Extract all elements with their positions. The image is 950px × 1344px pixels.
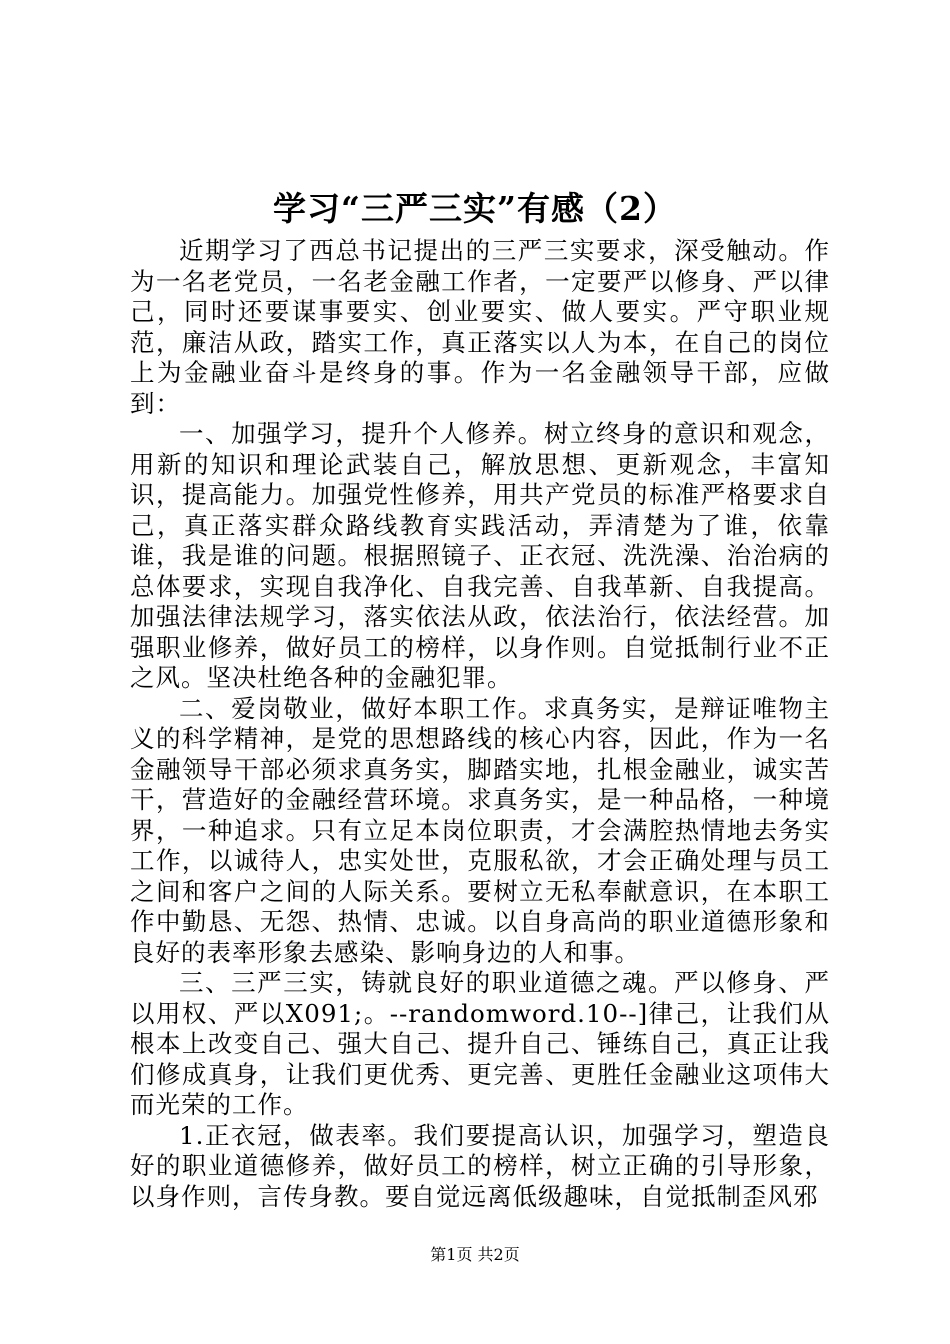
page-number: 第1页 共2页 (430, 1245, 520, 1264)
paragraph-section-2: 二、爱岗敬业，做好本职工作。求真务实，是辩证唯物主义的科学精神，是党的思想路线的核心内容，因此，作为一名金融领导干部必须求真务实，脚踏实地，扎根金融业，诚实苦干，营造好的金融经营环境。求真务实，是一种品格，一种境界，一种追求。只有立足本岗位职责，才会满腔热情地去务实工作，以诚待人，忠实处世，克服私欲，才会正确处理与员工之间和客户之间的人际关系。要树立无私奉献意识，在本职工作中勤恳、无怨、热情、忠诚。以自身高尚的职业道德形象和良好的表率形象去感染、影响身边的人和事。 (130, 693, 830, 967)
document-body (130, 236, 830, 1212)
paragraph-section-1: 一、加强学习，提升个人修养。树立终身的意识和观念，用新的知识和理论武装自己，解放思想、更新观念，丰富知识，提高能力。加强党性修养，用共产党员的标准严格要求自己，真正落实群众路线教育实践活动，弄清楚为了谁，依靠谁，我是谁的问题。根据照镜子、正衣冠、洗洗澡、治治病的总体要求，实现自我净化、自我完善、自我革新、自我提高。加强法律法规学习，落实依法从政，依法治行，依法经营。加强职业修养，做好员工的榜样，以身作则。自觉抵制行业不正之风。坚决杜绝各种的金融犯罪。 (130, 419, 830, 692)
paragraph-intro: 近期学习了西总书记提出的三严三实要求，深受触动。作为一名老党员，一名老金融工作者，一定要严以修身、严以律己，同时还要谋事要实、创业要实、做人要实。严守职业规范，廉洁从政，踏实工作，真正落实以人为本，在自己的岗位上为金融业奋斗是终身的事。作为一名金融领导干部，应做到： (130, 236, 830, 418)
paragraph-section-3: 三、三严三实，铸就良好的职业道德之魂。严以修身、严以用权、严以X091;。--randomword.10--]律己，让我们从根本上改变自己、强大自己、提升自己、锤练自己，真正让我们修成真身，让我们更优秀、更完善、更胜任金融业这项伟大而光荣的工作。 (130, 968, 830, 1119)
document-title: 学习“三严三实”有感（2） (273, 189, 677, 228)
paragraph-item-1: 1.正衣冠，做表率。我们要提高认识，加强学习，塑造良好的职业道德修养，做好员工的榜样，树立正确的引导形象，以身作则，言传身教。要自觉远离低级趣味，自觉抵制歪风邪 (130, 1120, 830, 1211)
